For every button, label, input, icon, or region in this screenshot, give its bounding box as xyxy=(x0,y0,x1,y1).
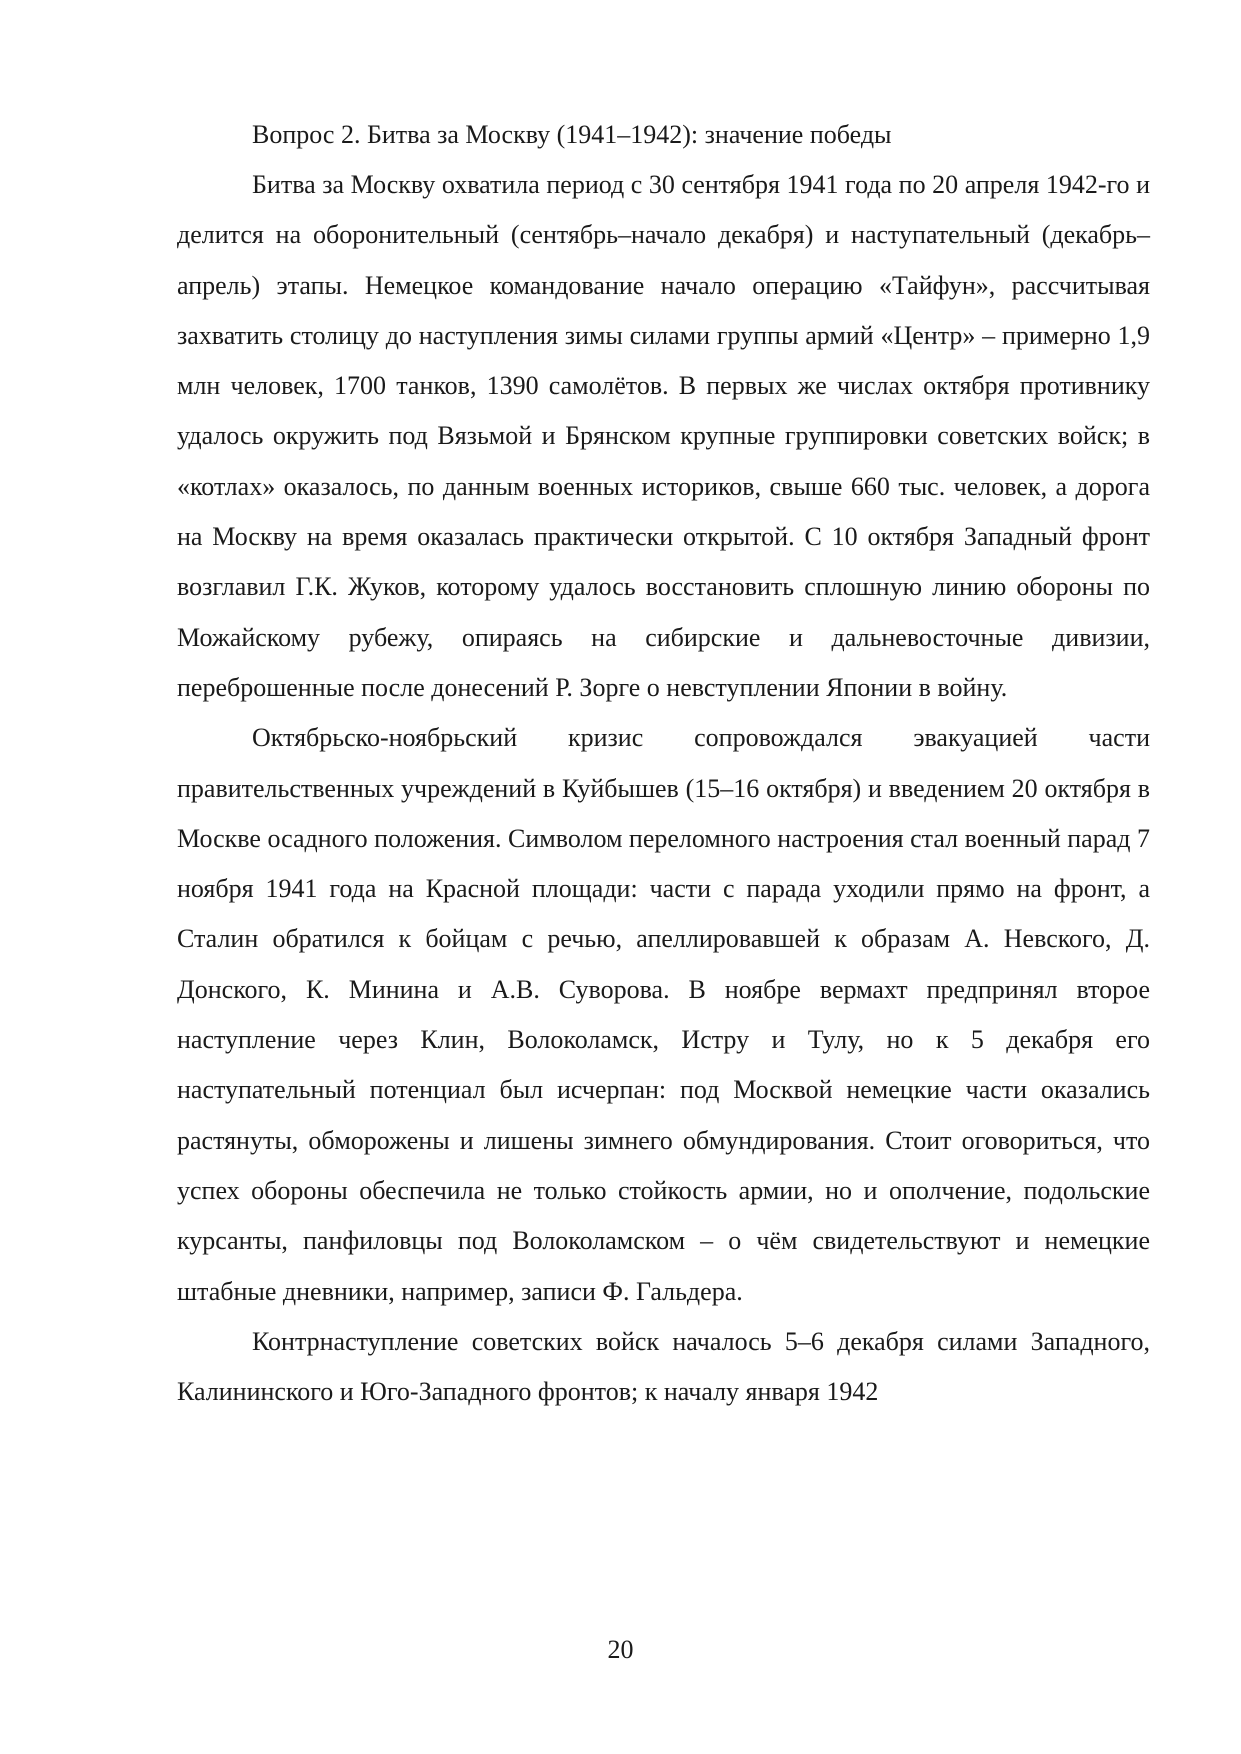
page-body xyxy=(177,110,1150,1417)
paragraph-1: Битва за Москву охватила период с 30 сентября 1941 года по 20 апреля 1942-го и делится на оборонительный (сентябрь–начало декабря) и наступательный (декабрь–апрель) этапы. Немецкое командование начало операцию «Тайфун», рассчитывая захватить столицу до наступления зимы силами группы армий «Центр» – примерно 1,9 млн человек, 1700 танков, 1390 самолётов. В первых же числах октября противнику удалось окружить под Вязьмой и Брянском крупные группировки советских войск; в «котлах» оказалось, по данным военных историков, свыше 660 тыс. человек, а дорога на Москву на время оказалась практически открытой. С 10 октября Западный фронт возглавил Г.К. Жуков, которому удалось восстановить сплошную линию обороны по Можайскому рубежу, опираясь на сибирские и дальневосточные дивизии, переброшенные после донесений Р. Зорге о невступлении Японии в войну. xyxy=(177,170,1150,702)
paragraph-2: Октябрьско-ноябрьский кризис сопровождался эвакуацией части правительственных учреждений в Куйбышев (15–16 октября) и введением 20 октября в Москве осадного положения. Символом переломного настроения стал военный парад 7 ноября 1941 года на Красной площади: части с парада уходили прямо на фронт, а Сталин обратился к бойцам с речью, апеллировавшей к образам А. Невского, Д. Донского, К. Минина и А.В. Суворова. В ноябре вермахт предпринял второе наступление через Клин, Волоколамск, Истру и Тулу, но к 5 декабря его наступательный потенциал был исчерпан: под Москвой немецкие части оказались растянуты, обморожены и лишены зимнего обмундирования. Стоит оговориться, что успех обороны обеспечила не только стойкость армии, но и ополчение, подольские курсанты, панфиловцы под Волоколамском – о чём свидетельствуют и немецкие штабные дневники, например, записи Ф. Гальдера. xyxy=(177,723,1150,1306)
page-number: 20 xyxy=(607,1635,634,1664)
paragraph-3: Контрнаступление советских войск началось 5–6 декабря силами Западного, Калининского и Юго-Западного фронтов; к началу января 1942 xyxy=(177,1326,1150,1407)
section-heading: Вопрос 2. Битва за Москву (1941–1942): значение победы xyxy=(252,120,892,149)
